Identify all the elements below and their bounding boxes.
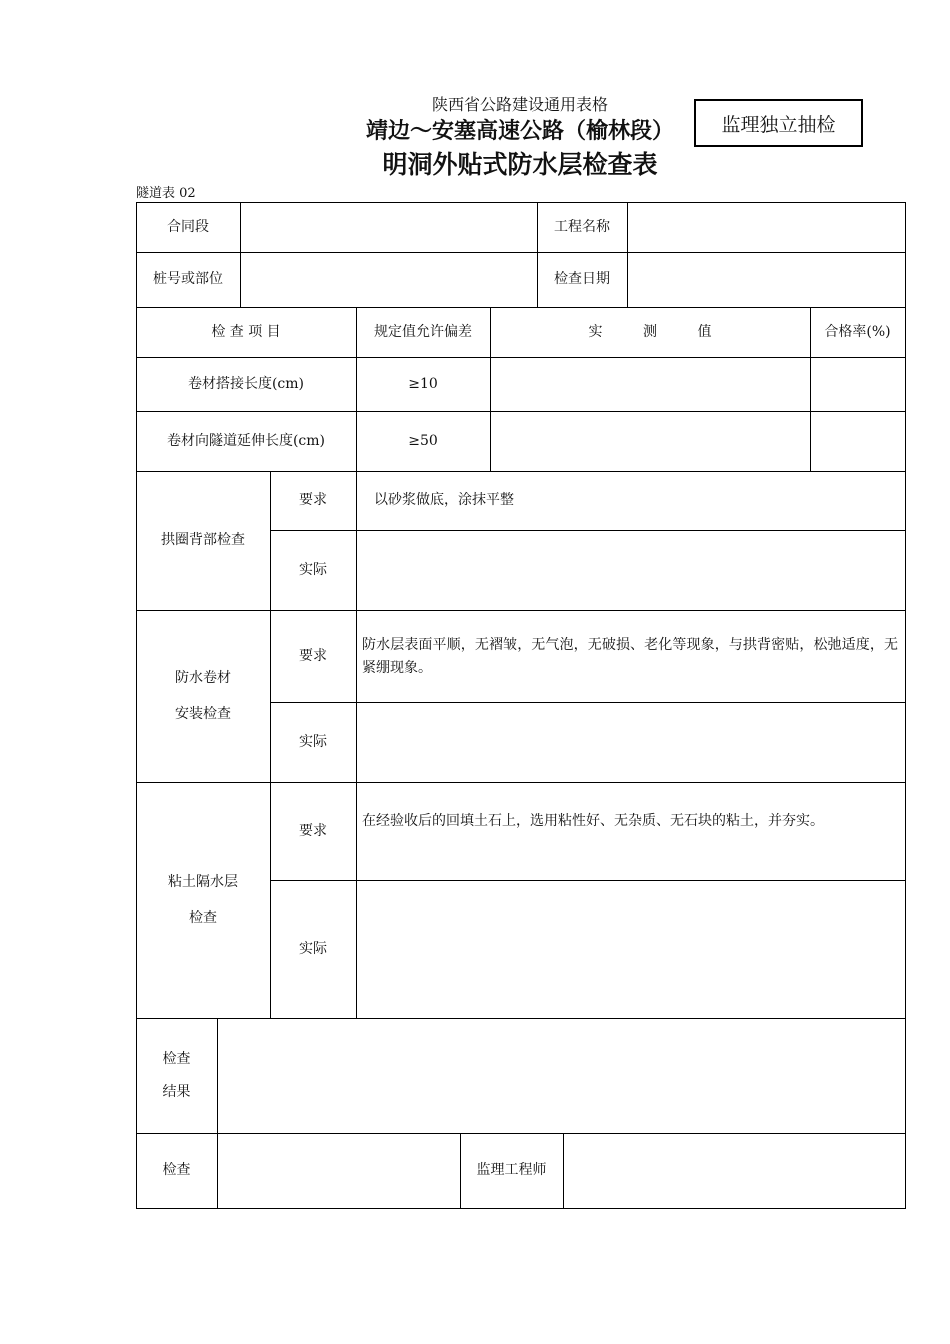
project-name-label: 工程名称 bbox=[554, 218, 610, 235]
contract-label: 合同段 bbox=[167, 218, 209, 235]
item-pass-rate-field[interactable] bbox=[810, 411, 905, 471]
inspector-signature-field[interactable] bbox=[217, 1133, 460, 1208]
form-subtitle: 陕西省公路建设通用表格 bbox=[431, 95, 608, 114]
project-title: 靖边～安塞高速公路（榆林段） bbox=[365, 119, 674, 144]
form-code: 隧道表 02 bbox=[136, 186, 196, 201]
check-group-arch-back: 拱圈背部检查 bbox=[161, 532, 245, 549]
supervising-engineer-signature-field[interactable] bbox=[563, 1133, 905, 1208]
form-title: 明洞外贴式防水层检查表 bbox=[382, 150, 658, 179]
column-header-item: 检 查 项 目 bbox=[211, 323, 281, 340]
column-header-measured: 实 测 值 bbox=[588, 323, 712, 340]
column-header-pass-rate: 合格率(%) bbox=[824, 323, 891, 340]
check-group-clay-layer bbox=[136, 782, 270, 1018]
item-name: 卷材搭接长度(cm) bbox=[187, 375, 305, 392]
actual-field[interactable] bbox=[356, 530, 905, 610]
group-label-line: 检查 bbox=[189, 910, 217, 926]
item-name: 卷材向隧道延伸长度(cm) bbox=[166, 432, 326, 449]
check-date-label: 检查日期 bbox=[554, 271, 610, 288]
requirement-label: 要求 bbox=[299, 492, 327, 509]
requirement-label: 要求 bbox=[299, 647, 327, 664]
supervising-engineer-label: 监理工程师 bbox=[476, 1162, 547, 1179]
result-label bbox=[136, 1018, 217, 1133]
actual-label: 实际 bbox=[299, 561, 327, 578]
actual-field[interactable] bbox=[356, 702, 905, 782]
project-name-field[interactable] bbox=[627, 202, 905, 252]
item-measured-field[interactable] bbox=[490, 357, 810, 411]
requirement-text: 防水层表面平顺，无褶皱，无气泡，无破损、老化等现象，与拱背密贴，松弛适度，无紧绷现象。 bbox=[362, 637, 898, 676]
requirement-label: 要求 bbox=[299, 822, 327, 839]
supervision-stamp: 监理独立抽检 bbox=[694, 99, 863, 147]
item-measured-field[interactable] bbox=[490, 411, 810, 471]
inspector-label: 检查 bbox=[162, 1162, 191, 1179]
actual-label: 实际 bbox=[299, 733, 327, 750]
requirement-text: 以砂浆做底，涂抹平整 bbox=[374, 492, 514, 509]
check-group-membrane bbox=[136, 610, 270, 782]
requirement-text: 在经验收后的回填土石上，选用粘性好、无杂质、无石块的粘土，并夯实。 bbox=[362, 813, 824, 829]
result-field[interactable] bbox=[217, 1018, 905, 1133]
actual-label: 实际 bbox=[299, 940, 327, 957]
result-label-line: 结果 bbox=[162, 1083, 191, 1100]
result-label-line: 检查 bbox=[162, 1051, 191, 1068]
item-tolerance: ≥10 bbox=[408, 375, 438, 392]
station-label: 桩号或部位 bbox=[153, 271, 223, 288]
group-label-line: 防水卷材 bbox=[175, 669, 231, 686]
item-pass-rate-field[interactable] bbox=[810, 357, 905, 411]
group-label-line: 粘土隔水层 bbox=[168, 873, 238, 890]
check-date-field[interactable] bbox=[627, 252, 905, 307]
contract-field[interactable] bbox=[240, 202, 537, 252]
station-field[interactable] bbox=[240, 252, 537, 307]
item-tolerance: ≥50 bbox=[408, 432, 438, 449]
column-header-tolerance: 规定值允许偏差 bbox=[374, 323, 472, 340]
actual-field[interactable] bbox=[356, 880, 905, 1018]
group-label-line: 安装检查 bbox=[175, 706, 231, 722]
